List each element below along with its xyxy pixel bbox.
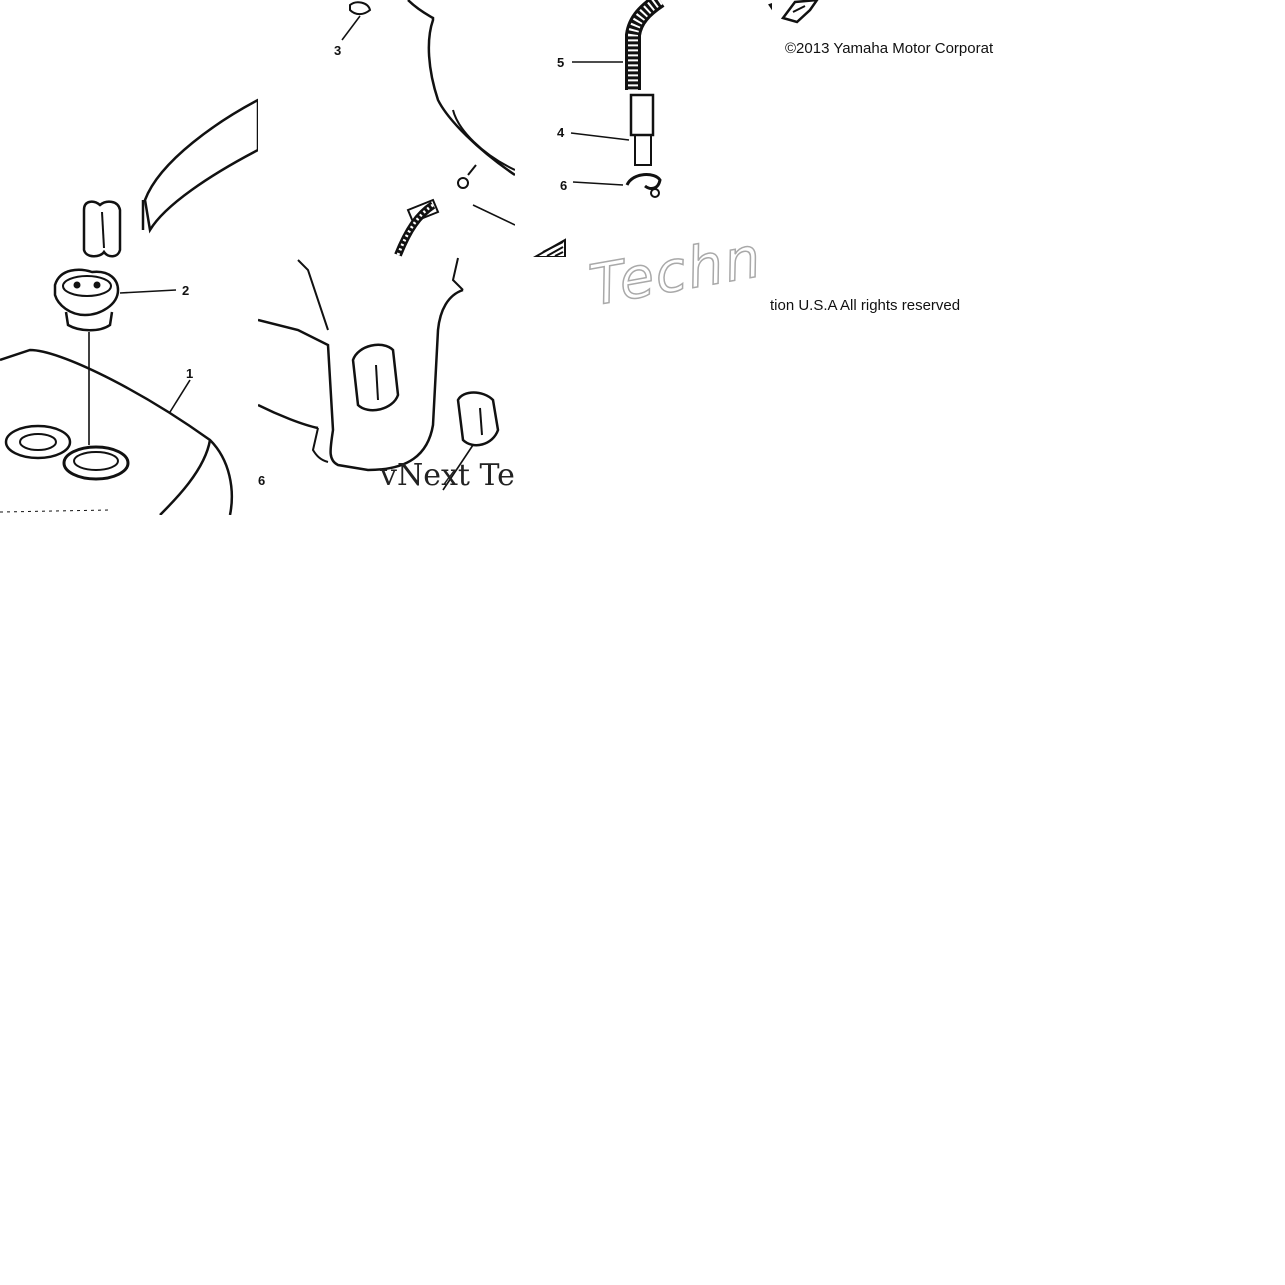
callout-1: 1 [186,366,194,381]
tank-body-part [0,350,232,515]
watermark-techn: Techn [585,224,768,320]
fuel-tank-drawing [0,0,258,515]
diagram-tile-right [515,0,772,257]
diagram-tile-left [0,0,258,515]
callout-4: 4 [557,125,565,140]
watermark-vnext: vNext Te [380,458,515,493]
callout-6-right: 6 [560,178,568,193]
copyright-line-1: ©2013 Yamaha Motor Corporat [785,40,994,57]
tank-window-part [353,345,398,410]
callout-5: 5 [557,55,565,70]
clamp-part [627,175,660,189]
callout-6-mid: 6 [258,473,266,488]
callout-3: 3 [334,43,342,58]
fwd-arrow-icon [770,0,772,20]
hose-assembly-drawing [515,0,772,257]
fitting-part [631,95,653,135]
fwd-arrow-icon-top [775,0,825,25]
gasket-ring [6,426,70,458]
diagram-tile-middle [258,0,515,515]
copyright-line-2: tion U.S.A All rights reserved [770,297,961,314]
tank-side-drawing [258,0,515,515]
callout-2: 2 [182,283,190,298]
